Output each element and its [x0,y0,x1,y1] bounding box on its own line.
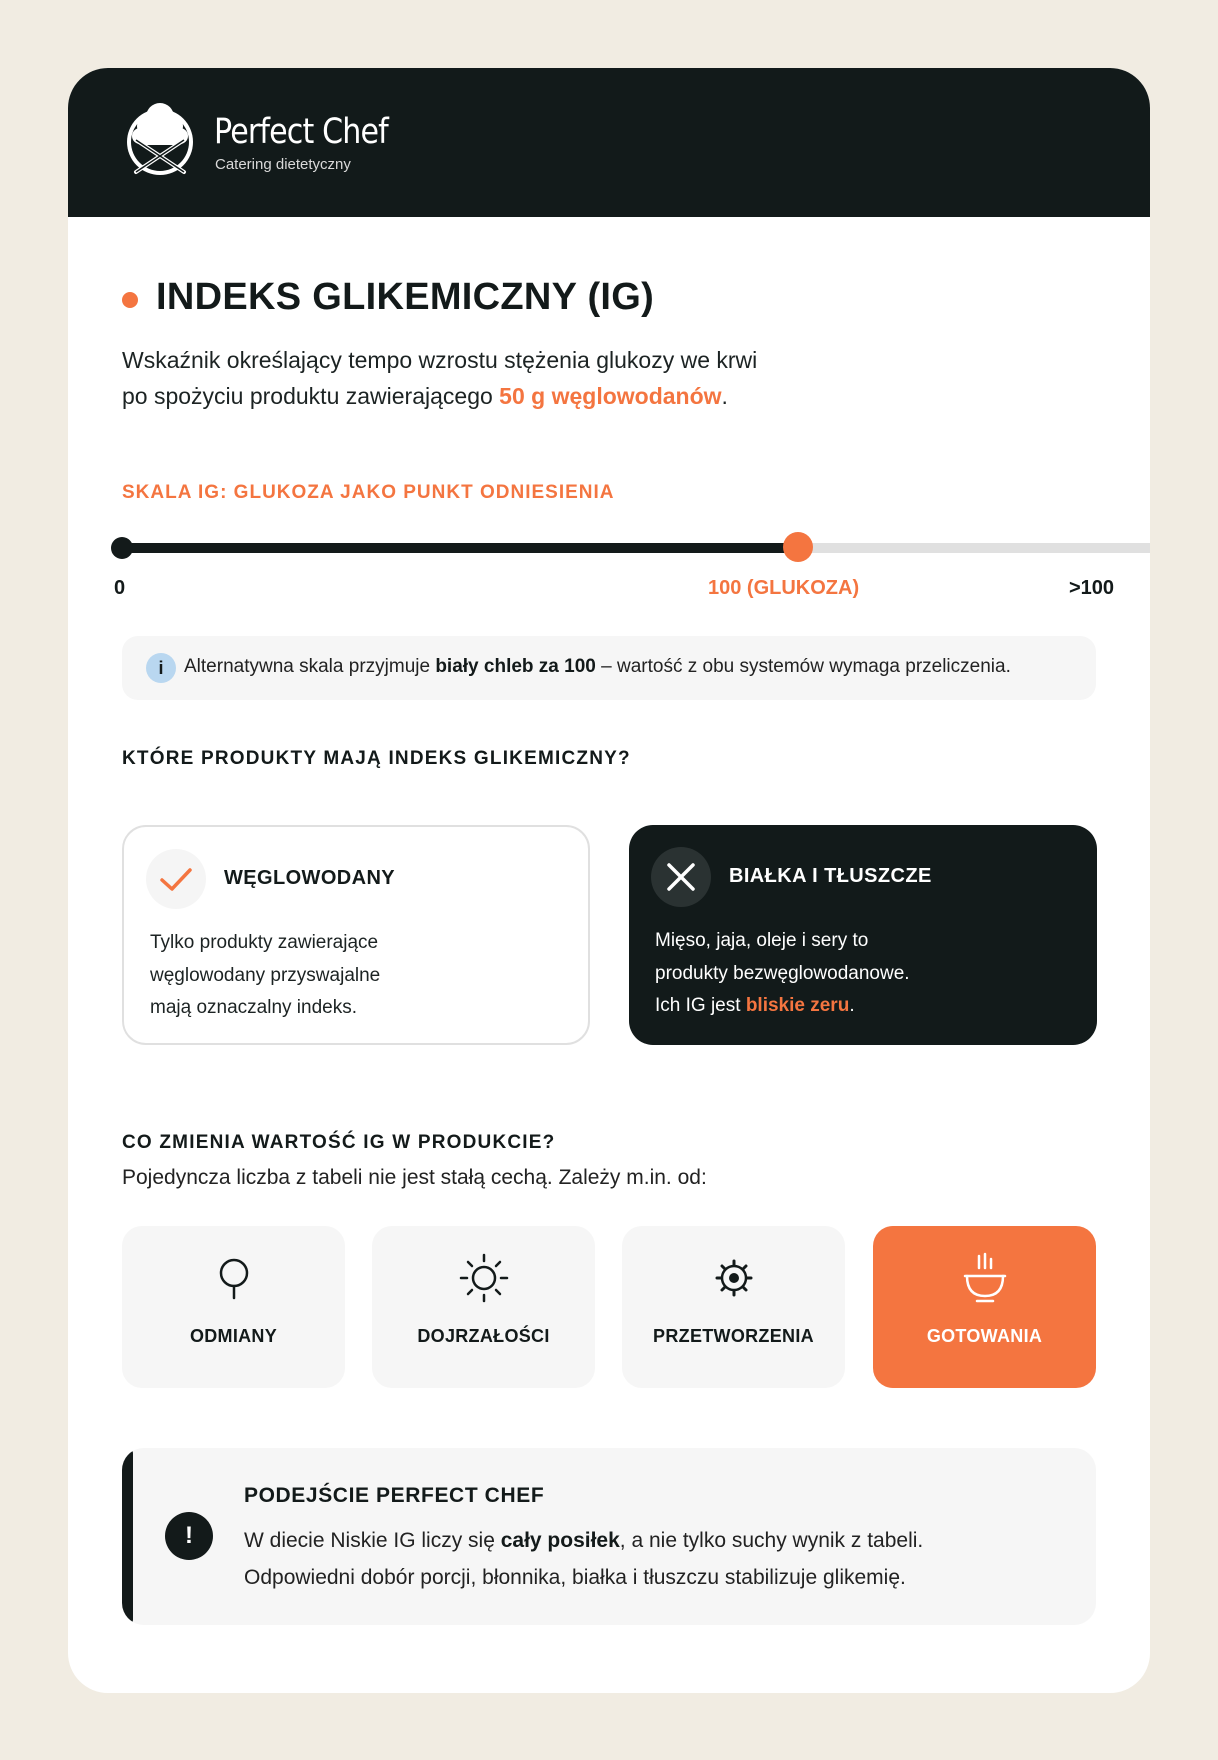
header [68,68,1150,217]
chef-hat-logo-icon [122,98,198,178]
products-heading: KTÓRE PRODUKTY MAJĄ INDEKS GLIKEMICZNY? [122,748,631,769]
scale-track-remaining [798,543,1150,553]
close-icon [651,847,711,907]
info-text: Alternatywna skala przyjmuje biały chleb za 100 – wartość z obu systemów wymaga przeliczenia. [184,656,1011,677]
info-note [122,636,1096,700]
factor-label: GOTOWANIA [926,1326,1043,1346]
factor-label: ODMIANY [189,1326,278,1346]
sun-icon [458,1252,510,1304]
scale-label-glucose: 100 (GLUKOZA) [708,577,860,599]
check-icon [146,849,206,909]
intro-text: Wskaźnik określający tempo wzrostu stężenia glukozy we krwi po spożyciu produktu zawierającego 50 g węglowodanów. [122,347,758,409]
factors-heading: CO ZMIENIA WARTOŚĆ IG W PRODUKCIE? [122,1132,556,1153]
near-zero-highlight: bliskie zeru [745,995,850,1016]
carbs-title: WĘGLOWODANY [224,867,396,889]
protein-fat-card [629,825,1097,1045]
scale-track-filled [122,543,798,553]
exclamation-icon: ! [165,1512,213,1560]
variety-icon [208,1252,260,1304]
scale-label-min: 0 [114,577,126,599]
page-title: INDEKS GLIKEMICZNY (IG) [156,276,655,318]
brand-name: Perfect Chef [214,112,388,152]
factor-variety [122,1226,345,1388]
factor-label: DOJRZAŁOŚCI [417,1326,550,1346]
approach-title: PODEJŚCIE PERFECT CHEF [244,1484,545,1507]
scale-glucose-marker [783,532,813,562]
factors-subheading: Pojedyncza liczba z tabeli nie jest stałą cechą. Zależy m.in. od: [122,1166,707,1189]
steaming-bowl-icon [959,1252,1011,1304]
factor-processing [622,1226,845,1388]
title-bullet-icon [122,292,138,308]
brand-tagline: Catering dietetyczny [215,156,351,173]
approach-text: W diecie Niskie IG liczy się cały posiłek, a nie tylko suchy wynik z tabeli. Odpowiedni dobór porcji, błonnika, białka i tłuszczu stabilizuje glikemię. [244,1529,924,1589]
protein-fat-text: Mięso, jaja, oleje i sery to produkty bezwęglowodanowe. Ich IG jest bliskie zeru. [655,930,910,1016]
carbs-amount-highlight: 50 g węglowodanów [499,383,722,409]
callout-accent-bar [122,1448,133,1625]
factor-label: PRZETWORZENIA [653,1326,814,1346]
scale-heading: SKALA IG: GLUKOZA JAKO PUNKT ODNIESIENIA [122,482,615,503]
carbs-text: Tylko produkty zawierające węglowodany przyswajalne mają oznaczalny indeks. [150,932,381,1018]
factor-ripeness [372,1226,595,1388]
carbs-card [122,825,590,1045]
scale-label-max: >100 [1069,577,1115,599]
infographic-card [68,68,1150,1693]
approach-callout [122,1448,1096,1625]
scale-start-marker [111,537,133,559]
protein-fat-title: BIAŁKA I TŁUSZCZE [729,865,932,887]
gear-icon [708,1252,760,1304]
factor-cooking [873,1226,1096,1388]
info-icon: i [146,653,176,683]
